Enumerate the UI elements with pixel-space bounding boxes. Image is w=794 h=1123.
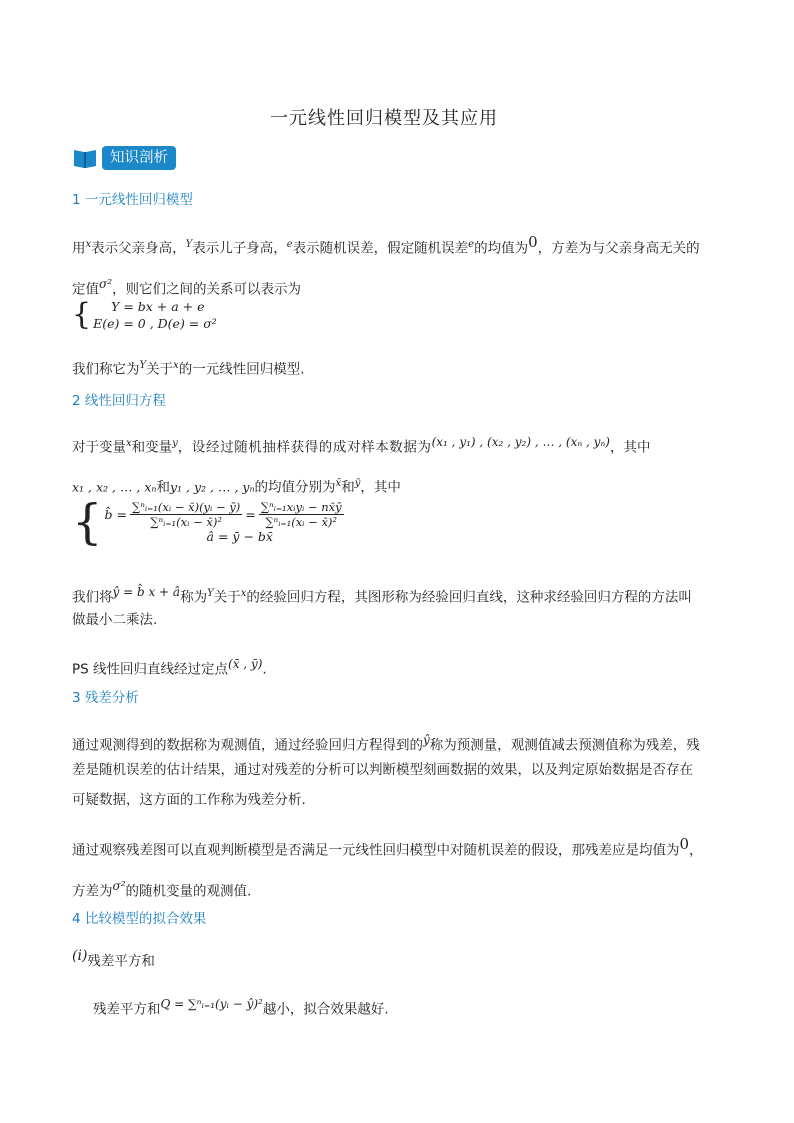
- s2-paragraph-4: 做最小二乘法.: [72, 612, 158, 628]
- s2-formula-system: { b̂ = $\frac{\text{∑ⁿᵢ₌₁(xᵢ − x̄)(yᵢ − ȳ)}}{\text{∑ⁿᵢ₌₁(xᵢ − x̄)²}}$ = $\frac{\text{∑ⁿᵢ₌₁xᵢyᵢ − nx̄ȳ}}{\text{∑ⁿᵢ₌₁(xᵢ − x̄)²}}$ â = ȳ − bx̄: [72, 494, 342, 550]
- frac1-denominator: ∑ⁿᵢ₌₁(xᵢ − x̄)²: [150, 514, 222, 529]
- s4-item-title: 残差平方和: [87, 953, 155, 970]
- section-heading-2: 2 线性回归方程: [72, 393, 166, 409]
- frac1-numerator: ∑ⁿᵢ₌₁(xᵢ − x̄)(yᵢ − ȳ): [132, 499, 241, 514]
- s3-paragraph-3: 可疑数据，这方面的工作称为残差分析.: [72, 792, 306, 808]
- s4-item: [72, 948, 155, 970]
- s1-equation-system: { Y = bx + a + e E(e) = 0 , D(e) = σ²: [72, 297, 217, 332]
- s2-paragraph-3: 我们将$^{ŷ = b̂ x + â}$称为$^Y$关于$^x$的经验回归方程，其图形称为经验回归直线，这种求经验回归方程的方法叫: [72, 585, 692, 606]
- section-banner: [72, 146, 176, 170]
- frac2-denominator: ∑ⁿᵢ₌₁(xᵢ − x̄)²: [265, 514, 338, 529]
- section-heading-1: 1 一元线性回归模型: [72, 192, 193, 208]
- s4-item-label: (i): [72, 948, 88, 964]
- section-banner-label: 知识剖析: [102, 146, 176, 170]
- s3-paragraph-5: 方差为$^{\sigma^2}$的随机变量的观测值.: [72, 879, 252, 900]
- s3-paragraph-2: 差是随机误差的估计结果，通过对残差的分析可以判断模型刻画数据的效果，以及判定原始数据是否存在: [72, 762, 693, 778]
- s1-paragraph-2: 定值$^{\sigma^2}$，则它们之间的关系可以表示为: [72, 277, 302, 298]
- page-title: 一元线性回归模型及其应用: [270, 108, 498, 129]
- section-heading-4: 4 比较模型的拟合效果: [72, 911, 207, 927]
- a-hat-formula: â = ȳ − bx̄: [206, 528, 273, 544]
- s2-paragraph-1: 对于变量$^x$和变量$^y$，设经过随机抽样获得的成对样本数据为$^{(x_1 , y_1) , (x_2 , y_2) , \dots , (x_n , y_n)}$，其中: [72, 435, 651, 456]
- s4-paragraph-1: 残差平方和$^{Q = \sum^nᵢ_{=1}(yᵢ - ŷ)^2}$越小，拟合效果越好.: [93, 997, 389, 1018]
- frac2-numerator: ∑ⁿᵢ₌₁xᵢyᵢ − nx̄ȳ: [260, 499, 342, 514]
- s1-paragraph-3: 我们称它为$^Y$关于$^x$的一元线性回归模型.: [72, 360, 305, 378]
- section-heading-3: 3 残差分析: [72, 690, 139, 706]
- s1-eq2: E(e) = 0 , D(e) = σ²: [93, 316, 217, 331]
- book-icon: [72, 146, 98, 170]
- s2-paragraph-2: x₁ , x₂ , … , xₙ和y₁ , y₂ , … , yₙ的均值分别为$^{x̄}$和$^ȳ$，其中: [72, 478, 401, 496]
- s1-eq1: Y = bx + a + e: [111, 299, 205, 314]
- s2-ps-note: PS 线性回归直线经过定点$^{(x̄ , ȳ)}$.: [72, 657, 267, 678]
- s3-paragraph-1: 通过观测得到的数据称为观测值，通过经验回归方程得到的$^ŷ$称为预测量，观测值减去预测值称为残差，残: [72, 733, 700, 754]
- s3-paragraph-4: 通过观察残差图可以直观判断模型是否满足一元线性回归模型中对随机误差的假设，那残差应是均值为$^0$，: [72, 835, 703, 859]
- s1-paragraph-1: 用$^x$表示父亲身高，$^Y$表示儿子身高，$^e$表示随机误差，假定随机误差$^e$的均值为$^0$，方差为与父亲身高无关的: [72, 233, 700, 257]
